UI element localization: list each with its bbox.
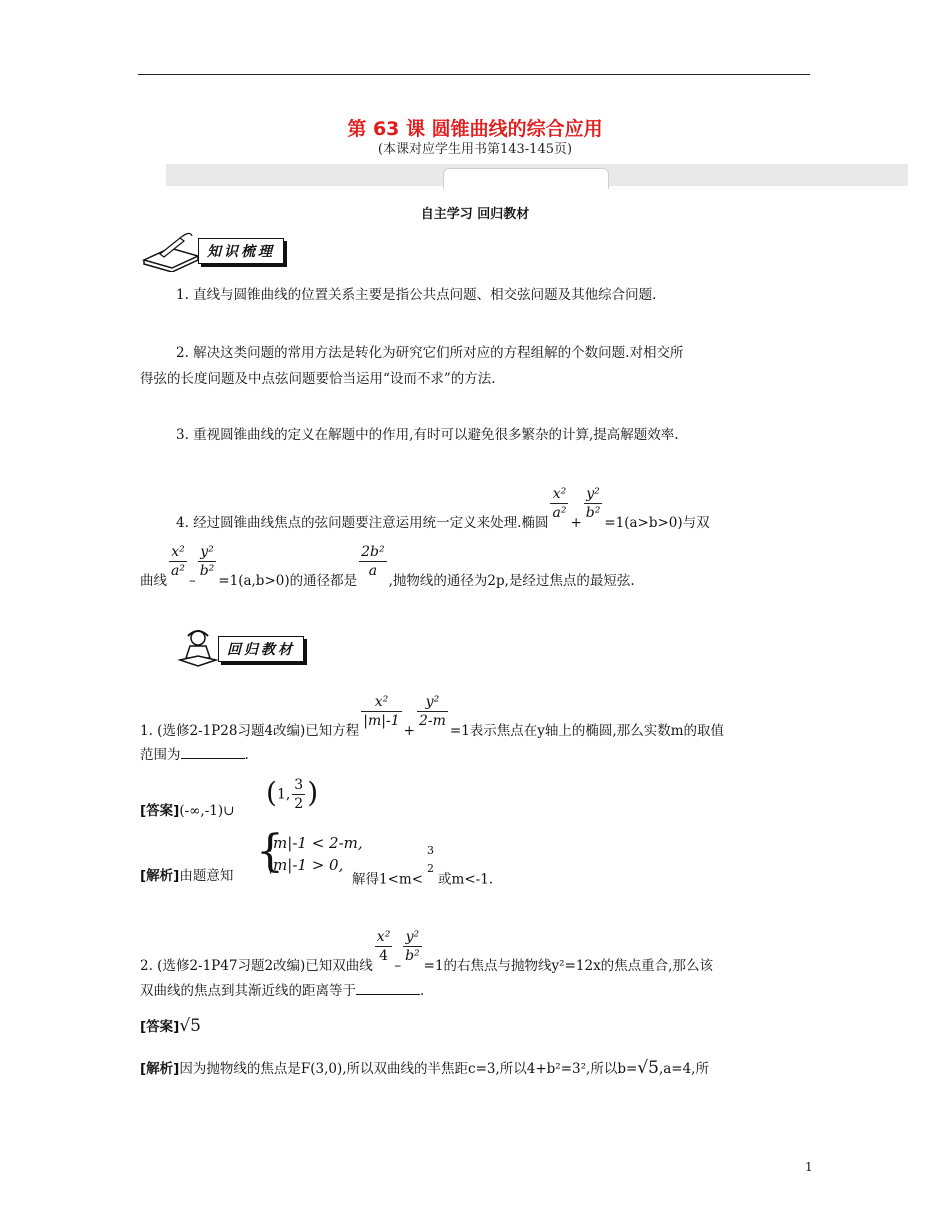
equation-system	[268, 832, 363, 876]
interval-end-fraction	[292, 776, 305, 813]
knowledge-item-4-text-b: =1(a>b>0)与双	[604, 515, 710, 531]
analysis-text-b: ,a=4,所	[658, 1061, 709, 1077]
answer-blank[interactable]	[181, 744, 245, 759]
answer-tag: [答案]	[140, 803, 180, 819]
fraction-numerator: 3	[294, 777, 304, 793]
knowledge-item-4-line2	[140, 544, 635, 600]
analysis-fraction	[425, 842, 436, 878]
q2-period: .	[420, 983, 425, 999]
fraction-numerator: x²	[361, 693, 401, 712]
q1-period: .	[244, 747, 249, 763]
q1-stem-line2	[140, 740, 249, 770]
fraction-denominator: 2	[427, 862, 435, 875]
page-title: 第 63 课 圆锥曲线的综合应用	[347, 118, 603, 140]
left-paren: (	[266, 776, 277, 809]
analysis-tag: [解析]	[140, 1061, 180, 1077]
fraction-numerator: y²	[417, 693, 448, 712]
tab-shape	[443, 168, 609, 189]
page-subtitle: (本课对应学生用书第143-145页)	[377, 142, 573, 157]
answer-tag: [答案]	[140, 1019, 180, 1035]
knowledge-item-4-text-c: 曲线	[140, 573, 167, 589]
q2-answer	[140, 1012, 201, 1041]
analysis-text-a: 由题意知	[179, 868, 234, 884]
knowledge-item-4-line1	[176, 486, 710, 542]
fraction-denominator: 2-m	[418, 713, 446, 729]
knowledge-item-1: 1. 直线与圆锥曲线的位置关系主要是指公共点问题、相交弦问题及其他综合问题.	[176, 287, 657, 303]
answer-value: √5	[179, 1016, 201, 1036]
q1-analysis-result	[352, 844, 494, 898]
q1-text-c: 范围为	[140, 747, 181, 763]
q1-fraction-1	[361, 693, 401, 730]
ellipse-y-fraction	[584, 485, 603, 522]
textbook-banner	[176, 634, 326, 660]
minus-sign: –	[188, 573, 196, 589]
minus-sign: –	[394, 958, 402, 974]
plus-sign: +	[403, 723, 415, 739]
fraction-numerator: x²	[169, 543, 187, 562]
fraction-denominator: b²	[199, 563, 215, 579]
fraction-denominator: b²	[585, 505, 601, 521]
analysis-sqrt: √5	[637, 1058, 659, 1078]
q2-text-a: 2. (选修2-1P47习题2改编)已知双曲线	[140, 958, 373, 974]
knowledge-item-3: 3. 重视圆锥曲线的定义在解题中的作用,有时可以避免很多繁杂的计算,提高解题效率.	[176, 427, 679, 443]
textbook-banner-label: 回归教材	[218, 636, 304, 662]
right-paren: )	[307, 776, 319, 809]
hyperbola-x-fraction	[169, 543, 187, 580]
knowledge-item-4-text-a: 4. 经过圆锥曲线焦点的弦问题要注意运用统一定义来处理.椭圆	[176, 515, 549, 531]
analysis-text-a: 因为抛物线的焦点是F(3,0),所以双曲线的半焦距c=3,所以4+b²=3²,所以b=	[179, 1061, 638, 1077]
analysis-text-c: 或m<-1.	[438, 871, 494, 888]
answer-text: (-∞,-1)∪	[179, 803, 235, 819]
answer-blank[interactable]	[356, 980, 420, 995]
fraction-numerator: 3	[427, 844, 435, 857]
fraction-denominator: 2	[294, 796, 304, 812]
fraction-denominator: a²	[171, 563, 185, 579]
latus-rectum-fraction	[359, 543, 386, 580]
fraction-numerator: y²	[584, 485, 603, 504]
section-title: 自主学习 回归教材	[420, 207, 530, 222]
knowledge-item-2-line2: 得弦的长度问题及中点弦问题要恰当运用“设而不求”的方法.	[140, 371, 496, 387]
q2-text-b: =1的右焦点与抛物线y²=12x的焦点重合,那么该	[423, 958, 713, 974]
plus-sign: +	[570, 515, 582, 531]
knowledge-item-4-text-e: ,抛物线的通径为2p,是经过焦点的最短弦.	[388, 573, 635, 589]
fraction-denominator: 4	[379, 948, 389, 964]
q1-answer	[140, 797, 234, 825]
system-line-1: |m|-1 < 2-m,	[268, 834, 363, 852]
header-rule	[138, 74, 810, 75]
hyperbola-y-fraction	[198, 543, 217, 580]
fraction-numerator: x²	[550, 485, 568, 504]
analysis-tag: [解析]	[140, 868, 180, 884]
knowledge-item-4-text-d: =1(a,b>0)的通径都是	[218, 573, 358, 589]
q2-analysis	[140, 1054, 709, 1083]
analysis-text-b: 解得1<m<	[352, 871, 424, 888]
q1-analysis	[140, 862, 233, 890]
q2-stem-line2	[140, 976, 424, 1006]
q1-text-b: =1表示焦点在y轴上的椭圆,那么实数m的取值	[449, 723, 725, 739]
fraction-denominator: b²	[405, 948, 420, 964]
q2-fraction-1	[375, 928, 393, 965]
fraction-denominator: |m|-1	[363, 713, 400, 729]
ellipse-x-fraction	[550, 485, 568, 522]
page-number: 1	[805, 1160, 813, 1174]
interval-start: 1,	[276, 786, 291, 803]
knowledge-banner-label: 知识梳理	[198, 238, 284, 264]
q1-fraction-2	[417, 693, 448, 730]
fraction-numerator: 2b²	[361, 544, 385, 560]
fraction-numerator: x²	[376, 929, 391, 945]
knowledge-item-2-line1: 2. 解决这类问题的常用方法是转化为研究它们所对应的方程组解的个数问题.对相交所	[176, 345, 684, 361]
system-brace: {	[256, 826, 284, 877]
q1-text-a: 1. (选修2-1P28习题4改编)已知方程	[140, 723, 360, 739]
fraction-denominator: a²	[552, 505, 567, 521]
fraction-denominator: a	[368, 563, 378, 579]
q2-text-c: 双曲线的焦点到其渐近线的距离等于	[140, 983, 356, 999]
system-line-2: |m|-1 > 0,	[268, 856, 344, 874]
q1-answer-interval	[266, 775, 318, 813]
fraction-numerator: y²	[198, 543, 217, 562]
fraction-numerator: y²	[403, 928, 422, 947]
knowledge-banner	[140, 236, 310, 262]
q2-fraction-2	[403, 928, 422, 965]
